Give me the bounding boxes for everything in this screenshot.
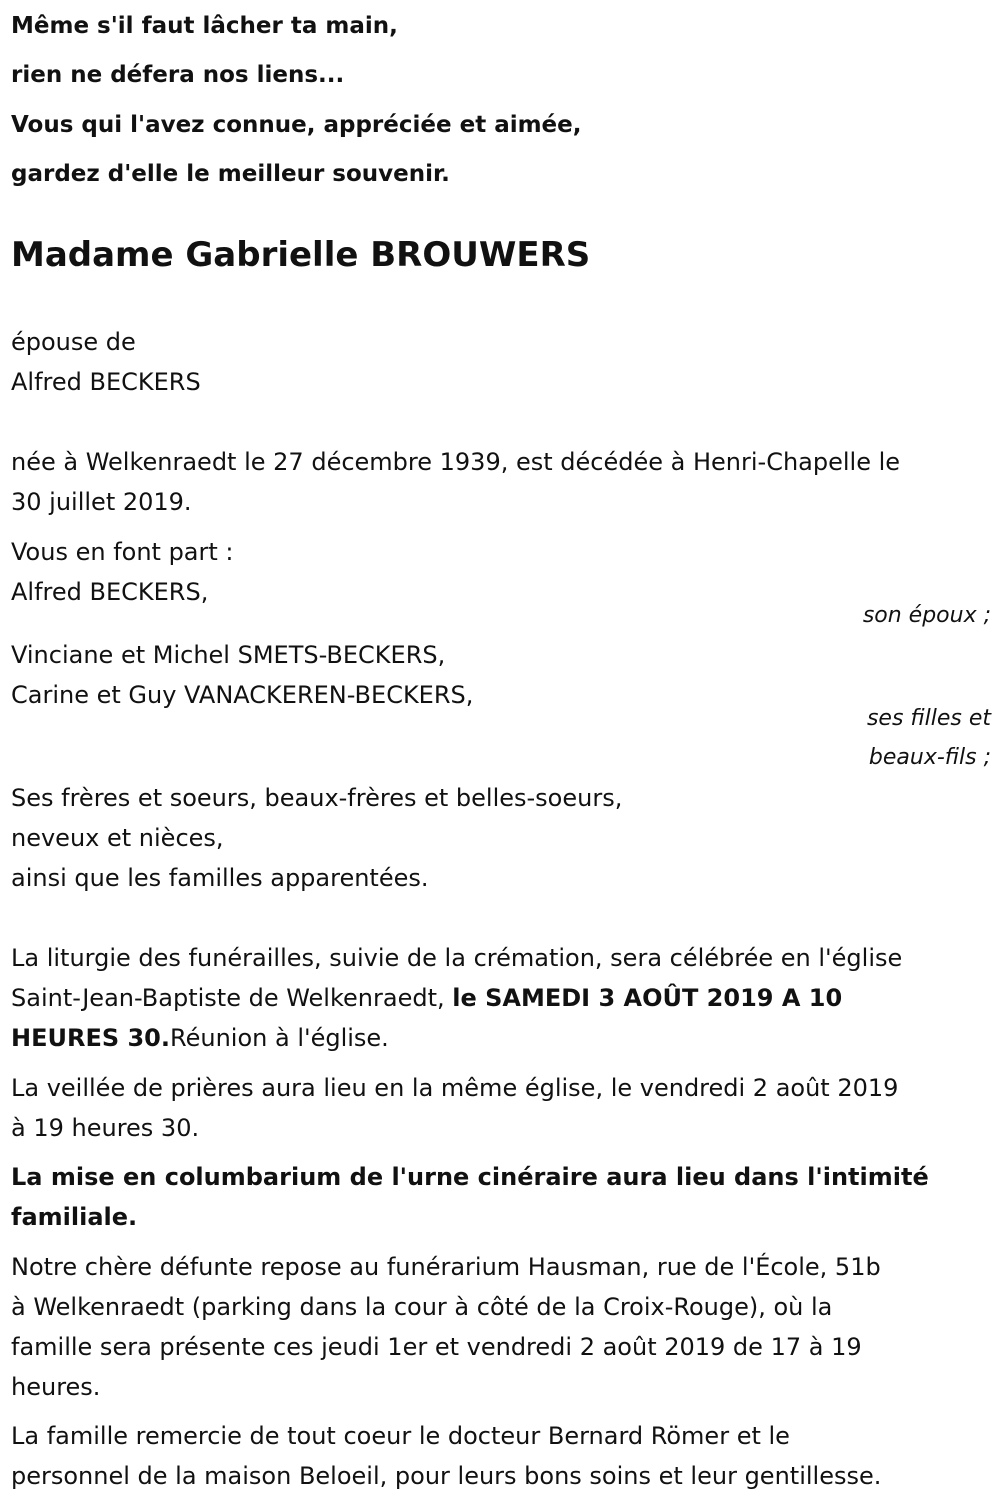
rest-line-2: à Welkenraedt (parking dans la cour à côté de la Croix-Rouge), où la [11,1293,833,1321]
husband-role: son époux ; [862,603,991,628]
announce-husband: Alfred BECKERS, [11,578,209,606]
vigil-line-2: à 19 heures 30. [11,1114,200,1142]
family-line-3: ainsi que les familles apparentées. [11,864,429,892]
birth-death-line-1: née à Welkenraedt le 27 décembre 1939, est décédée à Henri-Chapelle le [11,448,901,476]
announce-daughter-1: Vinciane et Michel SMETS-BECKERS, [11,641,446,669]
announce-daughter-2: Carine et Guy VANACKEREN-BECKERS, [11,681,474,709]
columbarium-line-2: familiale. [11,1203,138,1231]
funeral-line-2 [11,978,842,1018]
funeral-line-3 [11,1018,389,1058]
funeral-time-bold: HEURES 30. [11,1024,170,1052]
spouse-label: épouse de [11,328,136,356]
thanks-line-1: La famille remercie de tout coeur le docteur Bernard Römer et le [11,1422,790,1450]
rest-line-3: famille sera présente ces jeudi 1er et vendredi 2 août 2019 de 17 à 19 [11,1333,862,1361]
spouse-name: Alfred BECKERS [11,368,201,396]
family-line-1: Ses frères et soeurs, beaux-frères et belles-soeurs, [11,784,623,812]
deceased-name-title: Madame Gabrielle BROUWERS [11,235,591,275]
funeral-meeting: Réunion à l'église. [170,1024,389,1052]
thanks-line-2: personnel de la maison Beloeil, pour leurs bons soins et leur gentillesse. [11,1462,882,1490]
funeral-church: Saint-Jean-Baptiste de Welkenraedt, [11,984,453,1012]
family-line-2: neveux et nièces, [11,824,224,852]
rest-line-1: Notre chère défunte repose au funérarium Hausman, rue de l'École, 51b [11,1253,881,1281]
funeral-line-1: La liturgie des funérailles, suivie de la crémation, sera célébrée en l'église [11,944,903,972]
vigil-line-1: La veillée de prières aura lieu en la même église, le vendredi 2 août 2019 [11,1074,899,1102]
poem-line-1: Même s'il faut lâcher ta main, [11,13,398,39]
poem-line-3: Vous qui l'avez connue, appréciée et aimée, [11,112,582,138]
poem-line-4: gardez d'elle le meilleur souvenir. [11,161,450,187]
poem-line-2: rien ne défera nos liens... [11,62,345,88]
funeral-date-bold: le SAMEDI 3 AOÛT 2019 A 10 [452,984,843,1012]
birth-death-line-2: 30 juillet 2019. [11,488,192,516]
daughters-role-1: ses filles et [866,706,991,731]
rest-line-4: heures. [11,1373,101,1401]
announce-intro: Vous en font part : [11,538,234,566]
daughters-role-2: beaux-fils ; [868,745,991,770]
columbarium-line-1: La mise en columbarium de l'urne cinéraire aura lieu dans l'intimité [11,1163,929,1191]
